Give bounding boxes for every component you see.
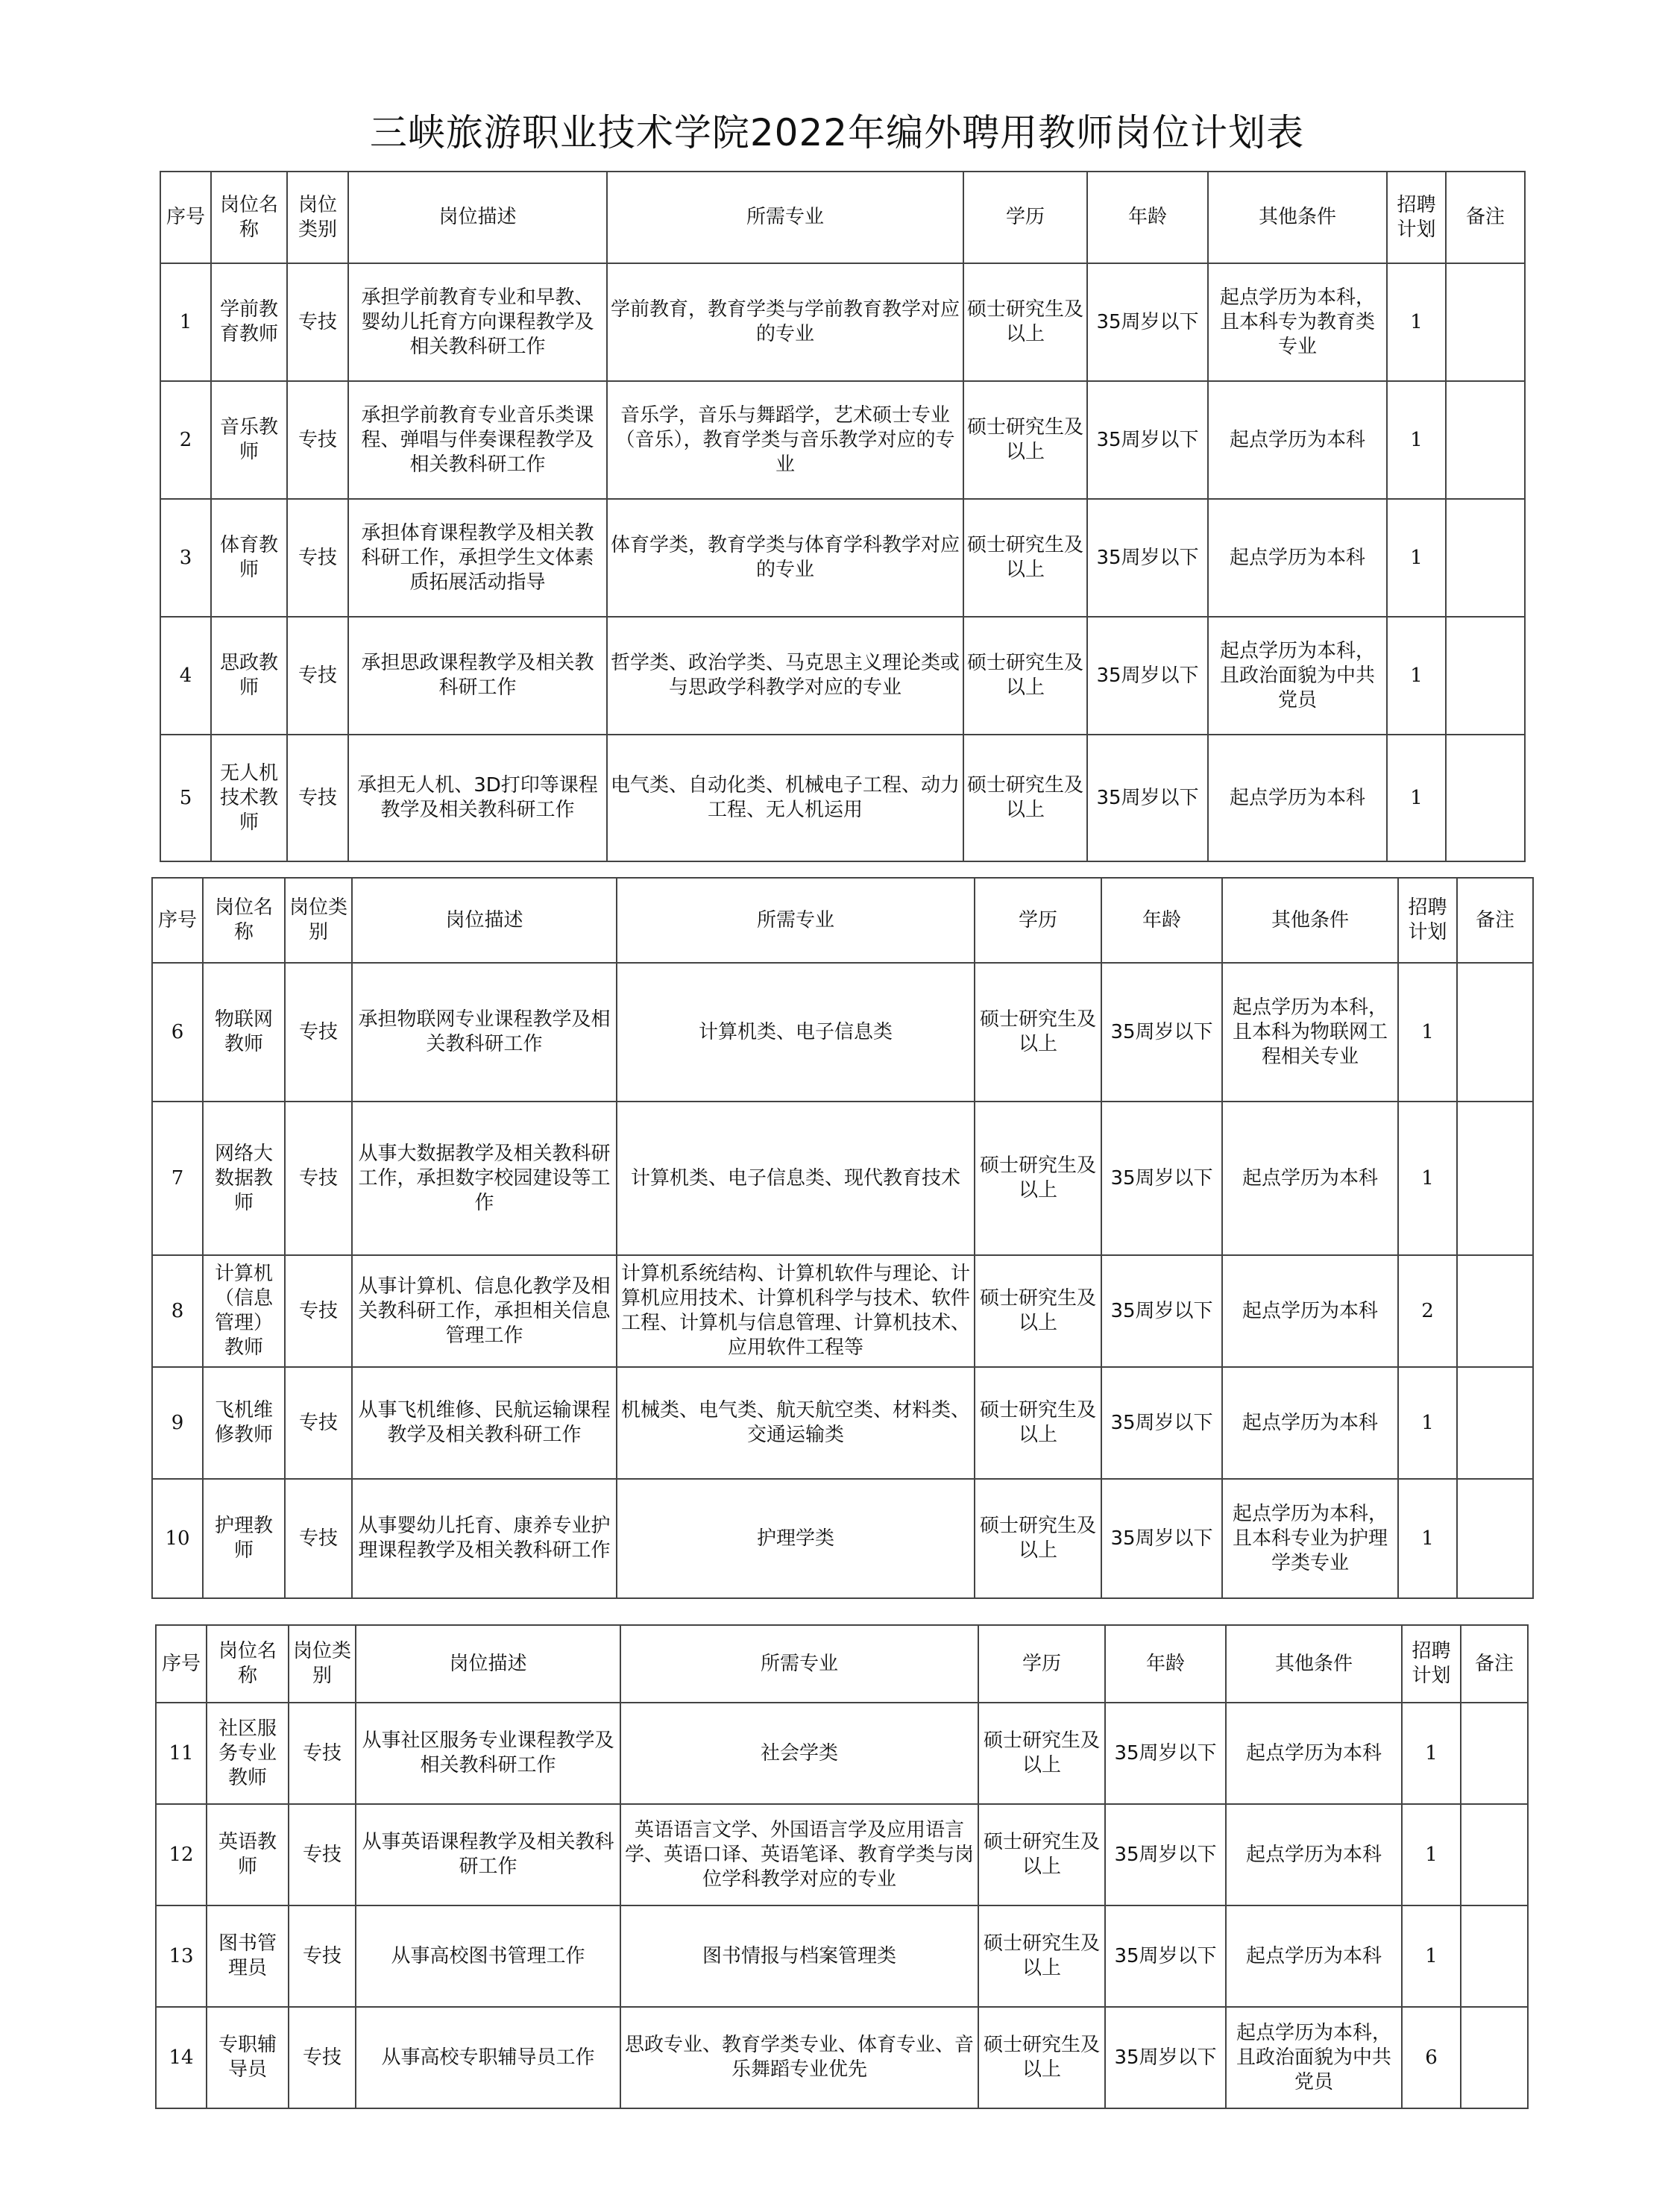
header-education: 学历 bbox=[975, 878, 1101, 963]
plan-table-3 bbox=[155, 1624, 1529, 2109]
cell-name: 无人机技术教师 bbox=[211, 735, 287, 861]
cell-major: 计算机系统结构、计算机软件与理论、计算机应用技术、计算机科学与技术、软件工程、计算机与信息管理、计算机技术、应用软件工程等 bbox=[617, 1255, 975, 1367]
cell-other: 起点学历为本科，且本科为物联网工程相关专业 bbox=[1222, 963, 1398, 1102]
cell-education: 硕士研究生及以上 bbox=[963, 263, 1087, 381]
cell-description: 从事社区服务专业课程教学及相关教科研工作 bbox=[356, 1703, 620, 1804]
table-row bbox=[156, 1804, 1528, 1905]
cell-other: 起点学历为本科 bbox=[1226, 1703, 1402, 1804]
cell-major: 学前教育，教育学类与学前教育教学对应的专业 bbox=[607, 263, 963, 381]
header-description: 岗位描述 bbox=[356, 1625, 620, 1703]
cell-description: 从事高校图书管理工作 bbox=[356, 1905, 620, 2007]
header-description: 岗位描述 bbox=[352, 878, 617, 963]
cell-description: 承担体育课程教学及相关教科研工作，承担学生文体素质拓展活动指导 bbox=[348, 499, 607, 617]
cell-other: 起点学历为本科，且本科专业为护理学类专业 bbox=[1222, 1479, 1398, 1598]
cell-seq: 8 bbox=[152, 1255, 203, 1367]
cell-category: 专技 bbox=[285, 1255, 352, 1367]
table-row bbox=[160, 263, 1525, 381]
cell-remark bbox=[1461, 2007, 1528, 2108]
cell-seq: 7 bbox=[152, 1102, 203, 1255]
cell-other: 起点学历为本科，且本科专为教育类专业 bbox=[1208, 263, 1387, 381]
cell-major: 护理学类 bbox=[617, 1479, 975, 1598]
cell-other: 起点学历为本科 bbox=[1208, 499, 1387, 617]
cell-remark bbox=[1461, 1905, 1528, 2007]
header-age: 年龄 bbox=[1101, 878, 1222, 963]
cell-plan: 1 bbox=[1398, 963, 1457, 1102]
header-remark: 备注 bbox=[1461, 1625, 1528, 1703]
cell-other: 起点学历为本科 bbox=[1222, 1102, 1398, 1255]
cell-remark bbox=[1446, 263, 1525, 381]
table-row bbox=[152, 1102, 1533, 1255]
cell-age: 35周岁以下 bbox=[1105, 1804, 1226, 1905]
cell-plan: 1 bbox=[1387, 381, 1446, 499]
cell-age: 35周岁以下 bbox=[1105, 2007, 1226, 2108]
cell-other: 起点学历为本科 bbox=[1226, 1804, 1402, 1905]
cell-plan: 1 bbox=[1387, 263, 1446, 381]
cell-seq: 14 bbox=[156, 2007, 207, 2108]
cell-education: 硕士研究生及以上 bbox=[963, 617, 1087, 735]
cell-age: 35周岁以下 bbox=[1087, 381, 1208, 499]
cell-plan: 1 bbox=[1398, 1102, 1457, 1255]
header-plan: 招聘计划 bbox=[1387, 172, 1446, 263]
header-other: 其他条件 bbox=[1226, 1625, 1402, 1703]
cell-major: 音乐学，音乐与舞蹈学，艺术硕士专业（音乐），教育学类与音乐教学对应的专业 bbox=[607, 381, 963, 499]
cell-plan: 1 bbox=[1402, 1905, 1461, 2007]
cell-remark bbox=[1457, 963, 1533, 1102]
cell-plan: 1 bbox=[1398, 1367, 1457, 1479]
cell-plan: 1 bbox=[1387, 617, 1446, 735]
cell-seq: 6 bbox=[152, 963, 203, 1102]
table-row bbox=[156, 2007, 1528, 2108]
cell-name: 社区服务专业教师 bbox=[207, 1703, 289, 1804]
table-row bbox=[160, 617, 1525, 735]
cell-other: 起点学历为本科 bbox=[1222, 1367, 1398, 1479]
cell-major: 电气类、自动化类、机械电子工程、动力工程、无人机运用 bbox=[607, 735, 963, 861]
cell-education: 硕士研究生及以上 bbox=[975, 1102, 1101, 1255]
cell-category: 专技 bbox=[289, 1703, 356, 1804]
cell-remark bbox=[1457, 1479, 1533, 1598]
cell-category: 专技 bbox=[285, 1479, 352, 1598]
header-plan: 招聘计划 bbox=[1402, 1625, 1461, 1703]
header-age: 年龄 bbox=[1105, 1625, 1226, 1703]
cell-other: 起点学历为本科 bbox=[1208, 735, 1387, 861]
cell-remark bbox=[1446, 617, 1525, 735]
cell-name: 音乐教师 bbox=[211, 381, 287, 499]
cell-name: 图书管理员 bbox=[207, 1905, 289, 2007]
header-major: 所需专业 bbox=[620, 1625, 978, 1703]
header-category: 岗位类别 bbox=[285, 878, 352, 963]
cell-remark bbox=[1446, 735, 1525, 861]
header-name: 岗位名称 bbox=[207, 1625, 289, 1703]
header-education: 学历 bbox=[963, 172, 1087, 263]
cell-description: 从事计算机、信息化教学及相关教科研工作，承担相关信息管理工作 bbox=[352, 1255, 617, 1367]
table-row bbox=[156, 1905, 1528, 2007]
cell-education: 硕士研究生及以上 bbox=[975, 1255, 1101, 1367]
cell-seq: 12 bbox=[156, 1804, 207, 1905]
cell-education: 硕士研究生及以上 bbox=[978, 1703, 1105, 1804]
header-category: 岗位类别 bbox=[287, 172, 348, 263]
cell-education: 硕士研究生及以上 bbox=[975, 1367, 1101, 1479]
table-row bbox=[160, 499, 1525, 617]
header-seq: 序号 bbox=[160, 172, 211, 263]
cell-age: 35周岁以下 bbox=[1087, 499, 1208, 617]
cell-category: 专技 bbox=[287, 263, 348, 381]
header-other: 其他条件 bbox=[1222, 878, 1398, 963]
header-category: 岗位类别 bbox=[289, 1625, 356, 1703]
cell-major: 计算机类、电子信息类、现代教育技术 bbox=[617, 1102, 975, 1255]
cell-seq: 5 bbox=[160, 735, 211, 861]
cell-age: 35周岁以下 bbox=[1105, 1905, 1226, 2007]
cell-education: 硕士研究生及以上 bbox=[975, 1479, 1101, 1598]
cell-age: 35周岁以下 bbox=[1101, 1479, 1222, 1598]
cell-major: 体育学类，教育学类与体育学科教学对应的专业 bbox=[607, 499, 963, 617]
cell-category: 专技 bbox=[287, 499, 348, 617]
cell-education: 硕士研究生及以上 bbox=[978, 2007, 1105, 2108]
cell-description: 承担无人机、3D打印等课程教学及相关教科研工作 bbox=[348, 735, 607, 861]
table-header-row bbox=[160, 172, 1525, 263]
cell-name: 英语教师 bbox=[207, 1804, 289, 1905]
table-header-row bbox=[152, 878, 1533, 963]
cell-description: 承担学前教育专业音乐类课程、弹唱与伴奏课程教学及相关教科研工作 bbox=[348, 381, 607, 499]
cell-name: 学前教育教师 bbox=[211, 263, 287, 381]
header-age: 年龄 bbox=[1087, 172, 1208, 263]
cell-plan: 1 bbox=[1387, 499, 1446, 617]
cell-other: 起点学历为本科，且政治面貌为中共党员 bbox=[1226, 2007, 1402, 2108]
cell-major: 社会学类 bbox=[620, 1703, 978, 1804]
cell-major: 机械类、电气类、航天航空类、材料类、交通运输类 bbox=[617, 1367, 975, 1479]
cell-plan: 6 bbox=[1402, 2007, 1461, 2108]
cell-name: 物联网教师 bbox=[203, 963, 285, 1102]
cell-education: 硕士研究生及以上 bbox=[963, 499, 1087, 617]
cell-age: 35周岁以下 bbox=[1087, 617, 1208, 735]
cell-major: 哲学类、政治学类、马克思主义理论类或与思政学科教学对应的专业 bbox=[607, 617, 963, 735]
header-major: 所需专业 bbox=[607, 172, 963, 263]
cell-other: 起点学历为本科，且政治面貌为中共党员 bbox=[1208, 617, 1387, 735]
cell-age: 35周岁以下 bbox=[1101, 1102, 1222, 1255]
cell-age: 35周岁以下 bbox=[1087, 735, 1208, 861]
cell-plan: 1 bbox=[1402, 1804, 1461, 1905]
cell-major: 英语语言文学、外国语言学及应用语言学、英语口译、英语笔译、教育学类与岗位学科教学对应的专业 bbox=[620, 1804, 978, 1905]
table-row bbox=[152, 1255, 1533, 1367]
header-seq: 序号 bbox=[156, 1625, 207, 1703]
cell-category: 专技 bbox=[289, 1905, 356, 2007]
cell-seq: 10 bbox=[152, 1479, 203, 1598]
cell-description: 从事飞机维修、民航运输课程教学及相关教科研工作 bbox=[352, 1367, 617, 1479]
cell-plan: 2 bbox=[1398, 1255, 1457, 1367]
cell-seq: 3 bbox=[160, 499, 211, 617]
header-remark: 备注 bbox=[1457, 878, 1533, 963]
table-row bbox=[160, 381, 1525, 499]
cell-category: 专技 bbox=[285, 963, 352, 1102]
cell-remark bbox=[1461, 1703, 1528, 1804]
cell-category: 专技 bbox=[287, 617, 348, 735]
cell-remark bbox=[1461, 1804, 1528, 1905]
cell-description: 承担思政课程教学及相关教科研工作 bbox=[348, 617, 607, 735]
cell-major: 计算机类、电子信息类 bbox=[617, 963, 975, 1102]
header-name: 岗位名称 bbox=[211, 172, 287, 263]
cell-name: 护理教师 bbox=[203, 1479, 285, 1598]
cell-plan: 1 bbox=[1402, 1703, 1461, 1804]
plan-table-1 bbox=[160, 171, 1526, 862]
cell-remark bbox=[1446, 381, 1525, 499]
cell-age: 35周岁以下 bbox=[1105, 1703, 1226, 1804]
cell-remark bbox=[1457, 1367, 1533, 1479]
cell-plan: 1 bbox=[1387, 735, 1446, 861]
header-education: 学历 bbox=[978, 1625, 1105, 1703]
cell-major: 思政专业、教育学类专业、体育专业、音乐舞蹈专业优先 bbox=[620, 2007, 978, 2108]
cell-description: 从事高校专职辅导员工作 bbox=[356, 2007, 620, 2108]
cell-age: 35周岁以下 bbox=[1101, 963, 1222, 1102]
table-row bbox=[152, 963, 1533, 1102]
table-row bbox=[152, 1367, 1533, 1479]
plan-table-2 bbox=[151, 877, 1534, 1599]
cell-remark bbox=[1446, 499, 1525, 617]
cell-major: 图书情报与档案管理类 bbox=[620, 1905, 978, 2007]
cell-other: 起点学历为本科 bbox=[1226, 1905, 1402, 2007]
cell-seq: 13 bbox=[156, 1905, 207, 2007]
page-title: 三峡旅游职业技术学院2022年编外聘用教师岗位计划表 bbox=[369, 111, 1305, 154]
cell-name: 体育教师 bbox=[211, 499, 287, 617]
table-header-row bbox=[156, 1625, 1528, 1703]
header-name: 岗位名称 bbox=[203, 878, 285, 963]
cell-name: 专职辅导员 bbox=[207, 2007, 289, 2108]
cell-remark bbox=[1457, 1102, 1533, 1255]
cell-category: 专技 bbox=[287, 381, 348, 499]
header-other: 其他条件 bbox=[1208, 172, 1387, 263]
cell-education: 硕士研究生及以上 bbox=[963, 381, 1087, 499]
cell-remark bbox=[1457, 1255, 1533, 1367]
cell-category: 专技 bbox=[287, 735, 348, 861]
cell-seq: 2 bbox=[160, 381, 211, 499]
cell-name: 计算机（信息管理）教师 bbox=[203, 1255, 285, 1367]
table-row bbox=[160, 735, 1525, 861]
cell-name: 网络大数据教师 bbox=[203, 1102, 285, 1255]
cell-category: 专技 bbox=[289, 2007, 356, 2108]
header-seq: 序号 bbox=[152, 878, 203, 963]
header-description: 岗位描述 bbox=[348, 172, 607, 263]
cell-education: 硕士研究生及以上 bbox=[978, 1804, 1105, 1905]
cell-description: 从事英语课程教学及相关教科研工作 bbox=[356, 1804, 620, 1905]
cell-name: 思政教师 bbox=[211, 617, 287, 735]
cell-education: 硕士研究生及以上 bbox=[963, 735, 1087, 861]
table-row bbox=[152, 1479, 1533, 1598]
cell-seq: 1 bbox=[160, 263, 211, 381]
cell-age: 35周岁以下 bbox=[1101, 1255, 1222, 1367]
cell-age: 35周岁以下 bbox=[1087, 263, 1208, 381]
table-row bbox=[156, 1703, 1528, 1804]
cell-education: 硕士研究生及以上 bbox=[978, 1905, 1105, 2007]
cell-description: 承担学前教育专业和早教、婴幼儿托育方向课程教学及相关教科研工作 bbox=[348, 263, 607, 381]
header-major: 所需专业 bbox=[617, 878, 975, 963]
cell-category: 专技 bbox=[285, 1102, 352, 1255]
cell-plan: 1 bbox=[1398, 1479, 1457, 1598]
cell-description: 从事大数据教学及相关教科研工作，承担数字校园建设等工作 bbox=[352, 1102, 617, 1255]
header-plan: 招聘计划 bbox=[1398, 878, 1457, 963]
cell-education: 硕士研究生及以上 bbox=[975, 963, 1101, 1102]
cell-description: 承担物联网专业课程教学及相关教科研工作 bbox=[352, 963, 617, 1102]
cell-name: 飞机维修教师 bbox=[203, 1367, 285, 1479]
cell-seq: 11 bbox=[156, 1703, 207, 1804]
cell-age: 35周岁以下 bbox=[1101, 1367, 1222, 1479]
cell-description: 从事婴幼儿托育、康养专业护理课程教学及相关教科研工作 bbox=[352, 1479, 617, 1598]
cell-seq: 9 bbox=[152, 1367, 203, 1479]
header-remark: 备注 bbox=[1446, 172, 1525, 263]
cell-category: 专技 bbox=[285, 1367, 352, 1479]
cell-seq: 4 bbox=[160, 617, 211, 735]
cell-other: 起点学历为本科 bbox=[1222, 1255, 1398, 1367]
cell-other: 起点学历为本科 bbox=[1208, 381, 1387, 499]
cell-category: 专技 bbox=[289, 1804, 356, 1905]
